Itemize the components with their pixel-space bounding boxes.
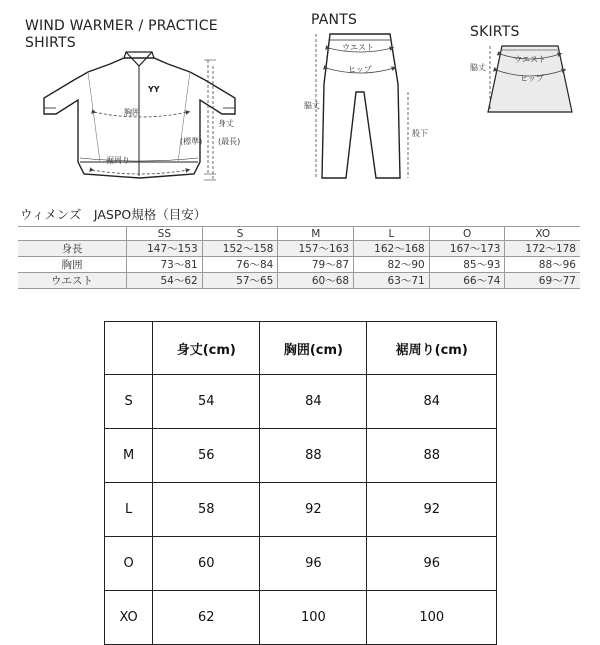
jaspo-row-height <box>18 241 580 257</box>
skirts-title: SKIRTS <box>470 24 520 40</box>
size-header: 身丈(cm) <box>153 322 260 375</box>
jaspo-header: M <box>278 227 354 241</box>
jaspo-row-waist <box>18 273 580 289</box>
jaspo-row-chest <box>18 257 580 273</box>
jaspo-row-label: 身長 <box>18 241 127 257</box>
jaspo-cell: 172〜178 <box>505 241 580 257</box>
standard-label: (標準) <box>180 137 203 146</box>
shirts-title-line2: SHIRTS <box>25 35 76 51</box>
pants-title: PANTS <box>311 12 358 28</box>
size-cell: 56 <box>153 429 260 483</box>
jaspo-cell: 147〜153 <box>127 241 203 257</box>
pants-waist-label: ウエスト <box>342 43 374 52</box>
table-row <box>105 537 497 591</box>
size-header-row <box>105 322 497 375</box>
pants-outline <box>322 34 400 178</box>
table-row <box>105 591 497 645</box>
jaspo-header-row <box>18 227 580 241</box>
jaspo-row-label: 胸囲 <box>18 257 127 273</box>
jaspo-header: XO <box>505 227 580 241</box>
pants-hip-label: ヒップ <box>348 65 372 74</box>
size-corner <box>105 322 153 375</box>
jaspo-cell: 162〜168 <box>354 241 430 257</box>
jaspo-header: S <box>202 227 278 241</box>
jaspo-row-label: ウエスト <box>18 273 127 289</box>
pants-inseam-label: 股下 <box>412 129 428 138</box>
size-cell: 58 <box>153 483 260 537</box>
jaspo-title: ウィメンズ JASPO規格（目安） <box>20 207 207 222</box>
size-cell: 96 <box>367 537 497 591</box>
size-header: 裾周り(cm) <box>367 322 497 375</box>
table-row <box>105 375 497 429</box>
jaspo-cell: 76〜84 <box>202 257 278 273</box>
jaspo-cell: 79〜87 <box>278 257 354 273</box>
size-cell: 62 <box>153 591 260 645</box>
jaspo-cell: 63〜71 <box>354 273 430 289</box>
size-label: XO <box>105 591 153 645</box>
size-table <box>104 321 497 645</box>
pants-diagram <box>302 28 442 188</box>
jaspo-cell: 54〜62 <box>127 273 203 289</box>
shirts-title <box>25 18 218 52</box>
body-length-label: 身丈 <box>218 119 234 128</box>
skirt-waist-label: ウエスト <box>514 55 546 64</box>
size-cell: 100 <box>367 591 497 645</box>
logo-icon: YY <box>148 85 160 94</box>
jaspo-header: SS <box>127 227 203 241</box>
longest-label: (最長) <box>218 137 241 146</box>
skirt-diagram <box>468 40 588 120</box>
table-row <box>105 483 497 537</box>
jaspo-cell: 167〜173 <box>429 241 505 257</box>
jaspo-cell: 88〜96 <box>505 257 580 273</box>
size-cell: 54 <box>153 375 260 429</box>
size-label: S <box>105 375 153 429</box>
jaspo-cell: 85〜93 <box>429 257 505 273</box>
jaspo-table <box>18 226 580 289</box>
skirt-hip-label: ヒップ <box>520 74 544 83</box>
jaspo-cell: 69〜77 <box>505 273 580 289</box>
size-label: O <box>105 537 153 591</box>
size-cell: 60 <box>153 537 260 591</box>
size-cell: 88 <box>367 429 497 483</box>
jaspo-cell: 60〜68 <box>278 273 354 289</box>
size-cell: 92 <box>367 483 497 537</box>
jaspo-cell: 157〜163 <box>278 241 354 257</box>
hem-label: 裾周り <box>106 156 130 165</box>
size-header: 胸囲(cm) <box>260 322 367 375</box>
jaspo-cell: 73〜81 <box>127 257 203 273</box>
size-cell: 96 <box>260 537 367 591</box>
size-cell: 92 <box>260 483 367 537</box>
jaspo-cell: 57〜65 <box>202 273 278 289</box>
shirts-title-line1: WIND WARMER / PRACTICE <box>25 18 218 34</box>
size-cell: 84 <box>367 375 497 429</box>
table-row <box>105 429 497 483</box>
chest-label: 胸囲 <box>124 108 140 117</box>
size-label: M <box>105 429 153 483</box>
size-cell: 100 <box>260 591 367 645</box>
jaspo-cell: 82〜90 <box>354 257 430 273</box>
skirt-length-label: 脇丈 <box>470 63 486 72</box>
size-cell: 88 <box>260 429 367 483</box>
jaspo-corner <box>18 227 127 241</box>
jaspo-cell: 66〜74 <box>429 273 505 289</box>
jaspo-header: L <box>354 227 430 241</box>
jacket-diagram <box>40 50 260 190</box>
jaspo-cell: 152〜158 <box>202 241 278 257</box>
jaspo-header: O <box>429 227 505 241</box>
size-cell: 84 <box>260 375 367 429</box>
pants-length-label: 脇丈 <box>304 101 320 110</box>
size-label: L <box>105 483 153 537</box>
